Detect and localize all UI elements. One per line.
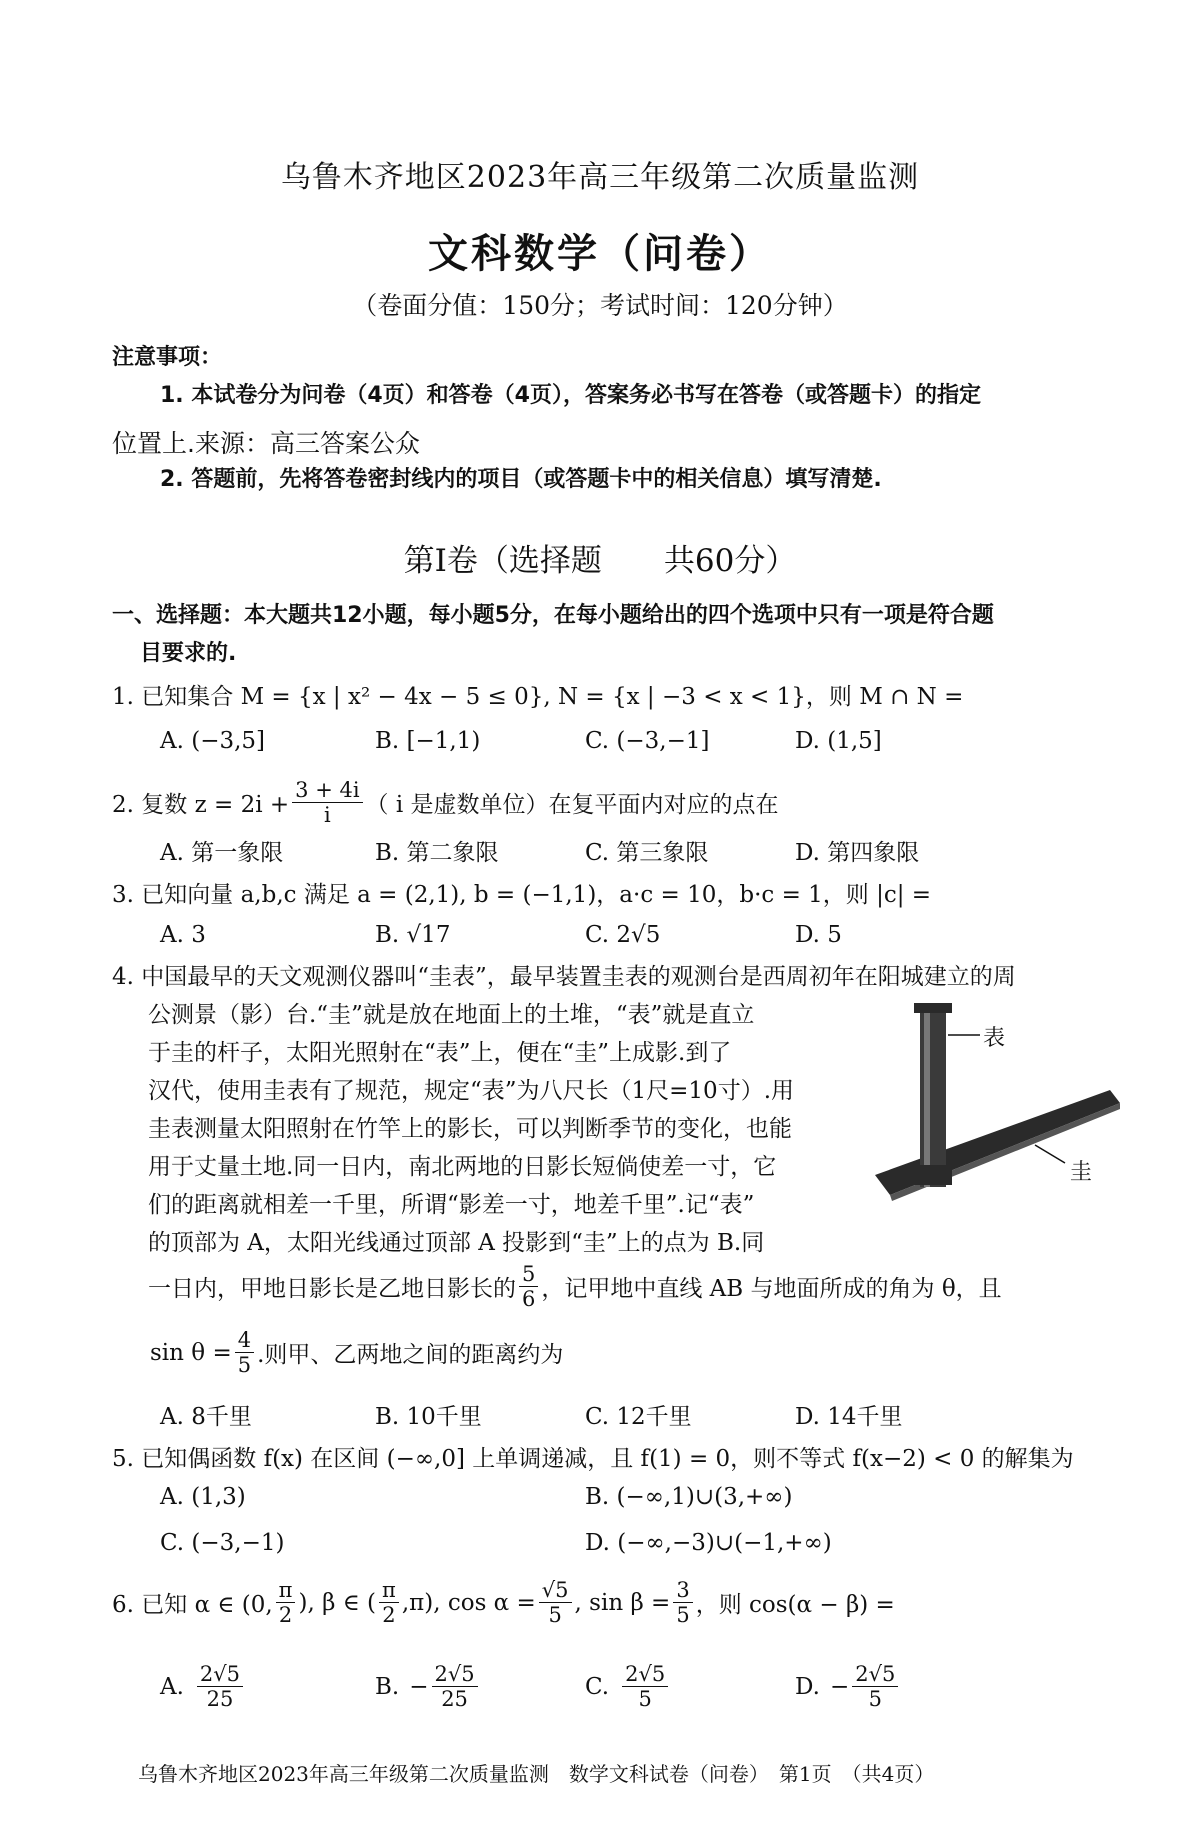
notice-item-1-cont: 位置上.来源：高三答案公众 — [112, 429, 420, 458]
q6-option-a-label: A. — [160, 1673, 184, 1700]
label-gui: 圭 — [1070, 1160, 1093, 1185]
q6-stem-c: ,π), cos α = — [401, 1589, 536, 1616]
q6-option-b — [375, 1662, 481, 1711]
q6-pi-denominator-1: 2 — [278, 1603, 293, 1628]
q6-option-b-denominator: 25 — [441, 1687, 468, 1712]
q1-option-a: A. (−3,5] — [160, 728, 266, 754]
q4-line10-end: .则甲、乙两地之间的距离约为 — [257, 1342, 564, 1369]
q2-option-c: C. 第三象限 — [585, 840, 709, 866]
q2-fraction-denominator: i — [323, 803, 331, 828]
question-4-line-1: 4. 中国最早的天文观测仪器叫“圭表”，最早装置圭表的观测台是西周初年在阳城建立的周 — [112, 964, 1016, 990]
question-3-stem: 3. 已知向量 a,b,c 满足 a = (2,1), b = (−1,1)，a·c = 10，b·c = 1，则 |c| = — [112, 882, 932, 908]
question-4-line-4: 汉代，使用圭表有了规范，规定“表”为八尺长（1尺=10寸）.用 — [148, 1078, 794, 1104]
q6-cos-numerator: √5 — [539, 1578, 572, 1603]
q4-option-b: B. 10千里 — [375, 1404, 482, 1430]
q6-option-b-sign: − — [409, 1673, 429, 1700]
biao-pole-highlight — [924, 1007, 930, 1187]
question-5-stem: 5. 已知偶函数 f(x) 在区间 (−∞,0] 上单调递减，且 f(1) = 0，则不等式 f(x−2) < 0 的解集为 — [112, 1446, 1074, 1472]
exam-info: （卷面分值：150分；考试时间：120分钟） — [352, 291, 848, 320]
q6-option-a-numerator: 2√5 — [197, 1662, 243, 1687]
section-instruction-cont: 目要求的. — [140, 641, 237, 666]
q6-option-b-numerator: 2√5 — [432, 1662, 478, 1687]
q6-option-d-denominator: 5 — [868, 1687, 882, 1712]
q6-option-d — [795, 1662, 901, 1711]
q6-sin-denominator: 5 — [676, 1603, 690, 1628]
q5-option-c: C. (−3,−1) — [160, 1530, 285, 1556]
q3-option-d: D. 5 — [795, 922, 842, 948]
q6-option-c-label: C. — [585, 1673, 610, 1700]
question-4-line-9 — [148, 1262, 1002, 1311]
q4-option-c: C. 12千里 — [585, 1404, 692, 1430]
q6-sin-numerator: 3 — [673, 1578, 692, 1603]
q6-stem-e: ，则 cos(α − β) = — [695, 1592, 895, 1619]
q6-stem-b: ), β ∈ ( — [298, 1589, 376, 1616]
q2-stem-end: （ i 是虚数单位）在复平面内对应的点在 — [365, 792, 779, 819]
q4-option-a: A. 8千里 — [160, 1404, 252, 1430]
question-6-stem — [112, 1578, 895, 1627]
gui-label-line — [1035, 1145, 1065, 1163]
q6-option-a-denominator: 25 — [206, 1687, 234, 1712]
label-biao: 表 — [983, 1026, 1006, 1051]
q2-option-d: D. 第四象限 — [795, 840, 920, 866]
q6-cos-denominator: 5 — [548, 1603, 562, 1628]
q3-option-a: A. 3 — [160, 922, 206, 948]
q6-cos-fraction — [539, 1578, 572, 1627]
biao-top — [914, 1003, 952, 1013]
q5-option-a: A. (1,3) — [160, 1484, 246, 1510]
q3-option-b: B. √17 — [375, 922, 451, 948]
q6-pi-over-2-first — [276, 1578, 296, 1627]
q6-option-a — [160, 1662, 246, 1711]
q6-option-b-label: B. — [375, 1673, 400, 1700]
q2-fraction — [292, 778, 362, 827]
question-4-line-10 — [150, 1328, 563, 1377]
q5-option-b: B. (−∞,1)∪(3,+∞) — [585, 1484, 793, 1510]
q4-fraction-5-6 — [519, 1262, 538, 1311]
question-4-line-7: 们的距离就相差一千里，所谓“影差一寸，地差千里”.记“表” — [148, 1192, 755, 1218]
biao-pole-shape — [920, 1007, 946, 1187]
q6-option-c-denominator: 5 — [638, 1687, 652, 1712]
q4-frac1-numerator: 5 — [519, 1262, 538, 1287]
q6-option-d-fraction — [852, 1662, 898, 1711]
question-4-line-5: 圭表测量太阳照射在竹竿上的影长，可以判断季节的变化，也能 — [148, 1116, 792, 1142]
notice-heading: 注意事项： — [112, 345, 223, 370]
section-title: 第Ⅰ卷（选择题 共60分） — [403, 543, 797, 579]
q4-line9-end: ，记甲地中直线 AB 与地面所成的角为 θ，且 — [541, 1276, 1002, 1303]
question-4-line-3: 于圭的杆子，太阳光照射在“表”上，便在“圭”上成影.到了 — [148, 1040, 732, 1066]
q6-sin-fraction — [673, 1578, 692, 1627]
q1-option-c: C. (−3,−1] — [585, 728, 710, 754]
question-4-line-6: 用于丈量土地.同一日内，南北两地的日影长短倘使差一寸，它 — [148, 1154, 777, 1180]
q6-option-d-label: D. — [795, 1673, 820, 1700]
q2-option-a: A. 第一象限 — [160, 840, 284, 866]
q6-option-b-fraction — [432, 1662, 478, 1711]
q6-option-a-fraction — [197, 1662, 243, 1711]
q2-fraction-numerator: 3 + 4i — [292, 778, 362, 803]
exam-subject: 文科数学（问卷） — [428, 231, 772, 277]
q4-frac2-numerator: 4 — [235, 1328, 254, 1353]
page-footer: 乌鲁木齐地区2023年高三年级第二次质量监测 数学文科试卷（问卷） 第1页 （共4页） — [138, 1762, 935, 1786]
q4-option-d: D. 14千里 — [795, 1404, 903, 1430]
q4-frac1-denominator: 6 — [522, 1287, 536, 1312]
q3-option-c: C. 2√5 — [585, 922, 661, 948]
q6-option-c-numerator: 2√5 — [622, 1662, 668, 1687]
q1-option-d: D. (1,5] — [795, 728, 882, 754]
question-4-line-2: 公测景（影）台.“圭”就是放在地面上的土堆，“表”就是直立 — [148, 1002, 755, 1028]
q6-pi-denominator-2: 2 — [382, 1603, 396, 1628]
notice-item-2: 2. 答题前，先将答卷密封线内的项目（或答题卡中的相关信息）填写清楚. — [160, 467, 882, 492]
exam-title: 乌鲁木齐地区2023年高三年级第二次质量监测 — [280, 160, 920, 195]
q6-pi-over-2-second — [379, 1578, 399, 1627]
question-1-stem: 1. 已知集合 M = {x | x² − 4x − 5 ≤ 0}, N = {x | −3 < x < 1}，则 M ∩ N = — [112, 684, 964, 710]
q6-pi-numerator-1: π — [276, 1578, 296, 1603]
q2-stem-start: 2. 复数 z = 2i + — [112, 792, 290, 819]
q6-option-d-sign: − — [829, 1673, 850, 1700]
section-instruction: 一、选择题：本大题共12小题，每小题5分，在每小题给出的四个选项中只有一项是符合题 — [112, 603, 994, 628]
q5-option-d: D. (−∞,−3)∪(−1,+∞) — [585, 1530, 832, 1556]
q4-line10-start: sin θ = — [150, 1339, 232, 1366]
q4-frac2-denominator: 5 — [237, 1353, 252, 1378]
question-4-line-8: 的顶部为 A，太阳光线通过顶部 A 投影到“圭”上的点为 B.同 — [148, 1230, 765, 1256]
biao-base — [914, 1165, 952, 1185]
q4-fraction-4-5 — [235, 1328, 254, 1377]
q1-option-b: B. [−1,1) — [375, 728, 481, 754]
q4-line9-start: 一日内，甲地日影长是乙地日影长的 — [148, 1276, 516, 1303]
notice-item-1: 1. 本试卷分为问卷（4页）和答卷（4页），答案务必书写在答卷（或答题卡）的指定 — [160, 383, 981, 408]
q6-stem-d: , sin β = — [574, 1589, 671, 1616]
q6-option-c — [585, 1662, 671, 1711]
gnomon-figure — [870, 995, 1120, 1205]
q6-pi-numerator-2: π — [379, 1578, 399, 1603]
q6-stem-a: 6. 已知 α ∈ (0, — [112, 1592, 273, 1619]
q2-option-b: B. 第二象限 — [375, 840, 499, 866]
q6-option-c-fraction — [622, 1662, 668, 1711]
question-2-stem — [112, 778, 779, 827]
q6-option-d-numerator: 2√5 — [852, 1662, 898, 1687]
